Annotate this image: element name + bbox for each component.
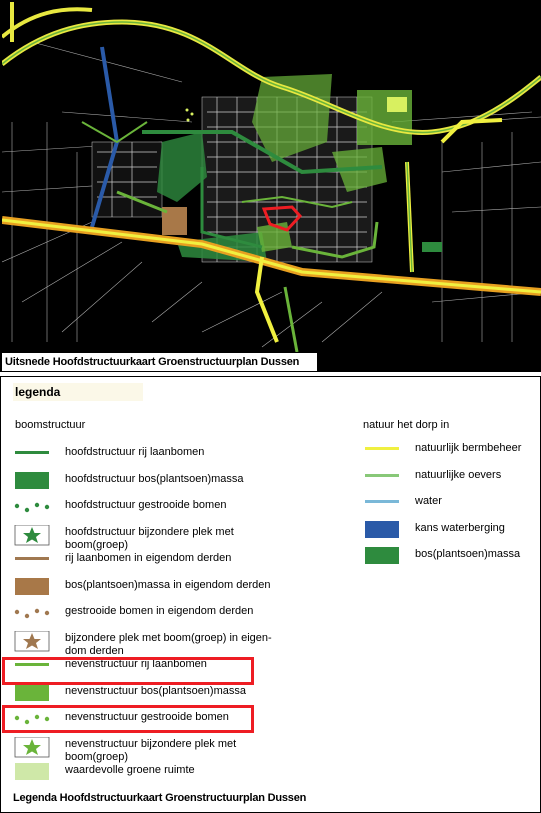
legend-item-label — [65, 579, 270, 592]
dots-symbol-icon — [13, 604, 53, 628]
legend-item-label — [415, 522, 505, 535]
star-symbol-icon — [13, 737, 53, 761]
legend-item-label — [65, 526, 234, 552]
legend-item-label-line1: kans waterberging — [415, 521, 505, 534]
line-symbol-icon — [13, 445, 53, 469]
legend-item-label — [65, 605, 253, 618]
block-symbol-icon — [363, 521, 403, 545]
legend-item-label-line1: hoofdstructuur rij laanbomen — [65, 446, 205, 458]
block-symbol-icon — [13, 578, 53, 602]
legend-item-label-line1: rij laanbomen in eigendom derden — [65, 552, 232, 564]
map-image — [2, 2, 541, 352]
legend-panel — [0, 376, 541, 813]
map-panel — [0, 0, 541, 372]
legend-item-label-line1: hoofdstructuur bijzondere plek met — [65, 525, 234, 538]
legend-item-label-line1: nevenstructuur bos(plantsoen)massa — [65, 684, 246, 697]
legend-item — [13, 763, 263, 787]
legend-item — [363, 468, 541, 492]
legend-item-label-line1: water — [415, 495, 442, 507]
legend-item — [363, 494, 541, 518]
legend-item-label-line2: boom(groep) — [65, 750, 128, 763]
legend-item — [13, 445, 263, 469]
block-symbol-icon — [13, 472, 53, 496]
legend-item-label-line2: boom(groep) — [65, 538, 128, 551]
block-symbol-icon — [13, 684, 53, 708]
block-symbol-icon — [13, 763, 53, 787]
legend-item — [13, 737, 263, 761]
legend-title: legenda — [13, 383, 143, 401]
legend-item-label — [65, 685, 246, 698]
legend-item-label — [415, 469, 501, 482]
legend-item-label-line1: bijzondere plek met boom(groep) in eigen- — [65, 631, 272, 644]
legend-item-label — [415, 442, 521, 455]
legend-item-label-line1: natuurlijke oevers — [415, 468, 502, 481]
legend-item-label-line1: waardevolle groene ruimte — [65, 764, 195, 776]
legend-item — [13, 631, 272, 657]
legend-item-label-line2: dom derden — [65, 644, 124, 657]
legend-item-label-line1: hoofdstructuur gestrooide bomen — [65, 499, 227, 511]
legend-item — [13, 472, 263, 496]
legend-item-label-line1: gestrooide bomen in eigendom derden — [65, 605, 254, 617]
legend-item-label — [415, 548, 520, 561]
section-heading-boomstructuur: boomstructuur — [15, 419, 86, 431]
block-symbol-icon — [363, 547, 403, 571]
legend-item — [363, 547, 541, 571]
legend-item-label-line1: nevenstructuur bijzondere plek met — [65, 737, 237, 750]
dots-symbol-icon — [13, 498, 53, 522]
legend-item-label — [65, 764, 195, 777]
legend-item — [13, 684, 263, 708]
legend-item-label-line1: bos(plantsoen)massa in eigendom derden — [65, 578, 271, 591]
legend-item-label-line1: hoofdstructuur bos(plantsoen)massa — [65, 472, 244, 485]
legend-item — [13, 578, 271, 602]
star-symbol-icon — [13, 525, 53, 549]
highlight-box-gestrooide-bomen — [2, 705, 254, 733]
legend-item-label — [65, 552, 231, 565]
section-heading-natuur: natuur het dorp in — [363, 419, 450, 431]
line-symbol-icon — [363, 468, 403, 492]
legend-item — [13, 604, 263, 628]
legend-item-label-line1: nevenstructuur rij laanbomen — [65, 658, 207, 670]
legend-item-label — [65, 446, 204, 459]
star-symbol-icon — [13, 631, 53, 655]
legend-item-label — [65, 632, 272, 658]
legend-item-label-line1: nevenstructuur gestrooide bomen — [65, 711, 229, 723]
highlight-box-rij-laanbomen — [2, 657, 254, 685]
legend-caption: Legenda Hoofdstructuurkaart Groenstructuurplan Dussen — [13, 792, 307, 804]
legend-item-label — [65, 473, 244, 486]
legend-item — [13, 551, 263, 575]
legend-item — [363, 521, 541, 545]
legend-item-label-line1: natuurlijk bermbeheer — [415, 442, 522, 454]
legend-item-label — [415, 495, 442, 508]
legend-item — [363, 441, 541, 465]
line-symbol-icon — [13, 551, 53, 575]
line-symbol-icon — [363, 441, 403, 465]
legend-item — [13, 525, 263, 549]
map-caption: Uitsnede Hoofdstructuurkaart Groenstructuurplan Dussen — [2, 353, 317, 371]
legend-item-label-line1: bos(plantsoen)massa — [415, 548, 521, 560]
legend-item-label — [65, 738, 236, 764]
line-symbol-icon — [363, 494, 403, 518]
legend-item — [13, 498, 263, 522]
legend-item-label — [65, 499, 226, 512]
